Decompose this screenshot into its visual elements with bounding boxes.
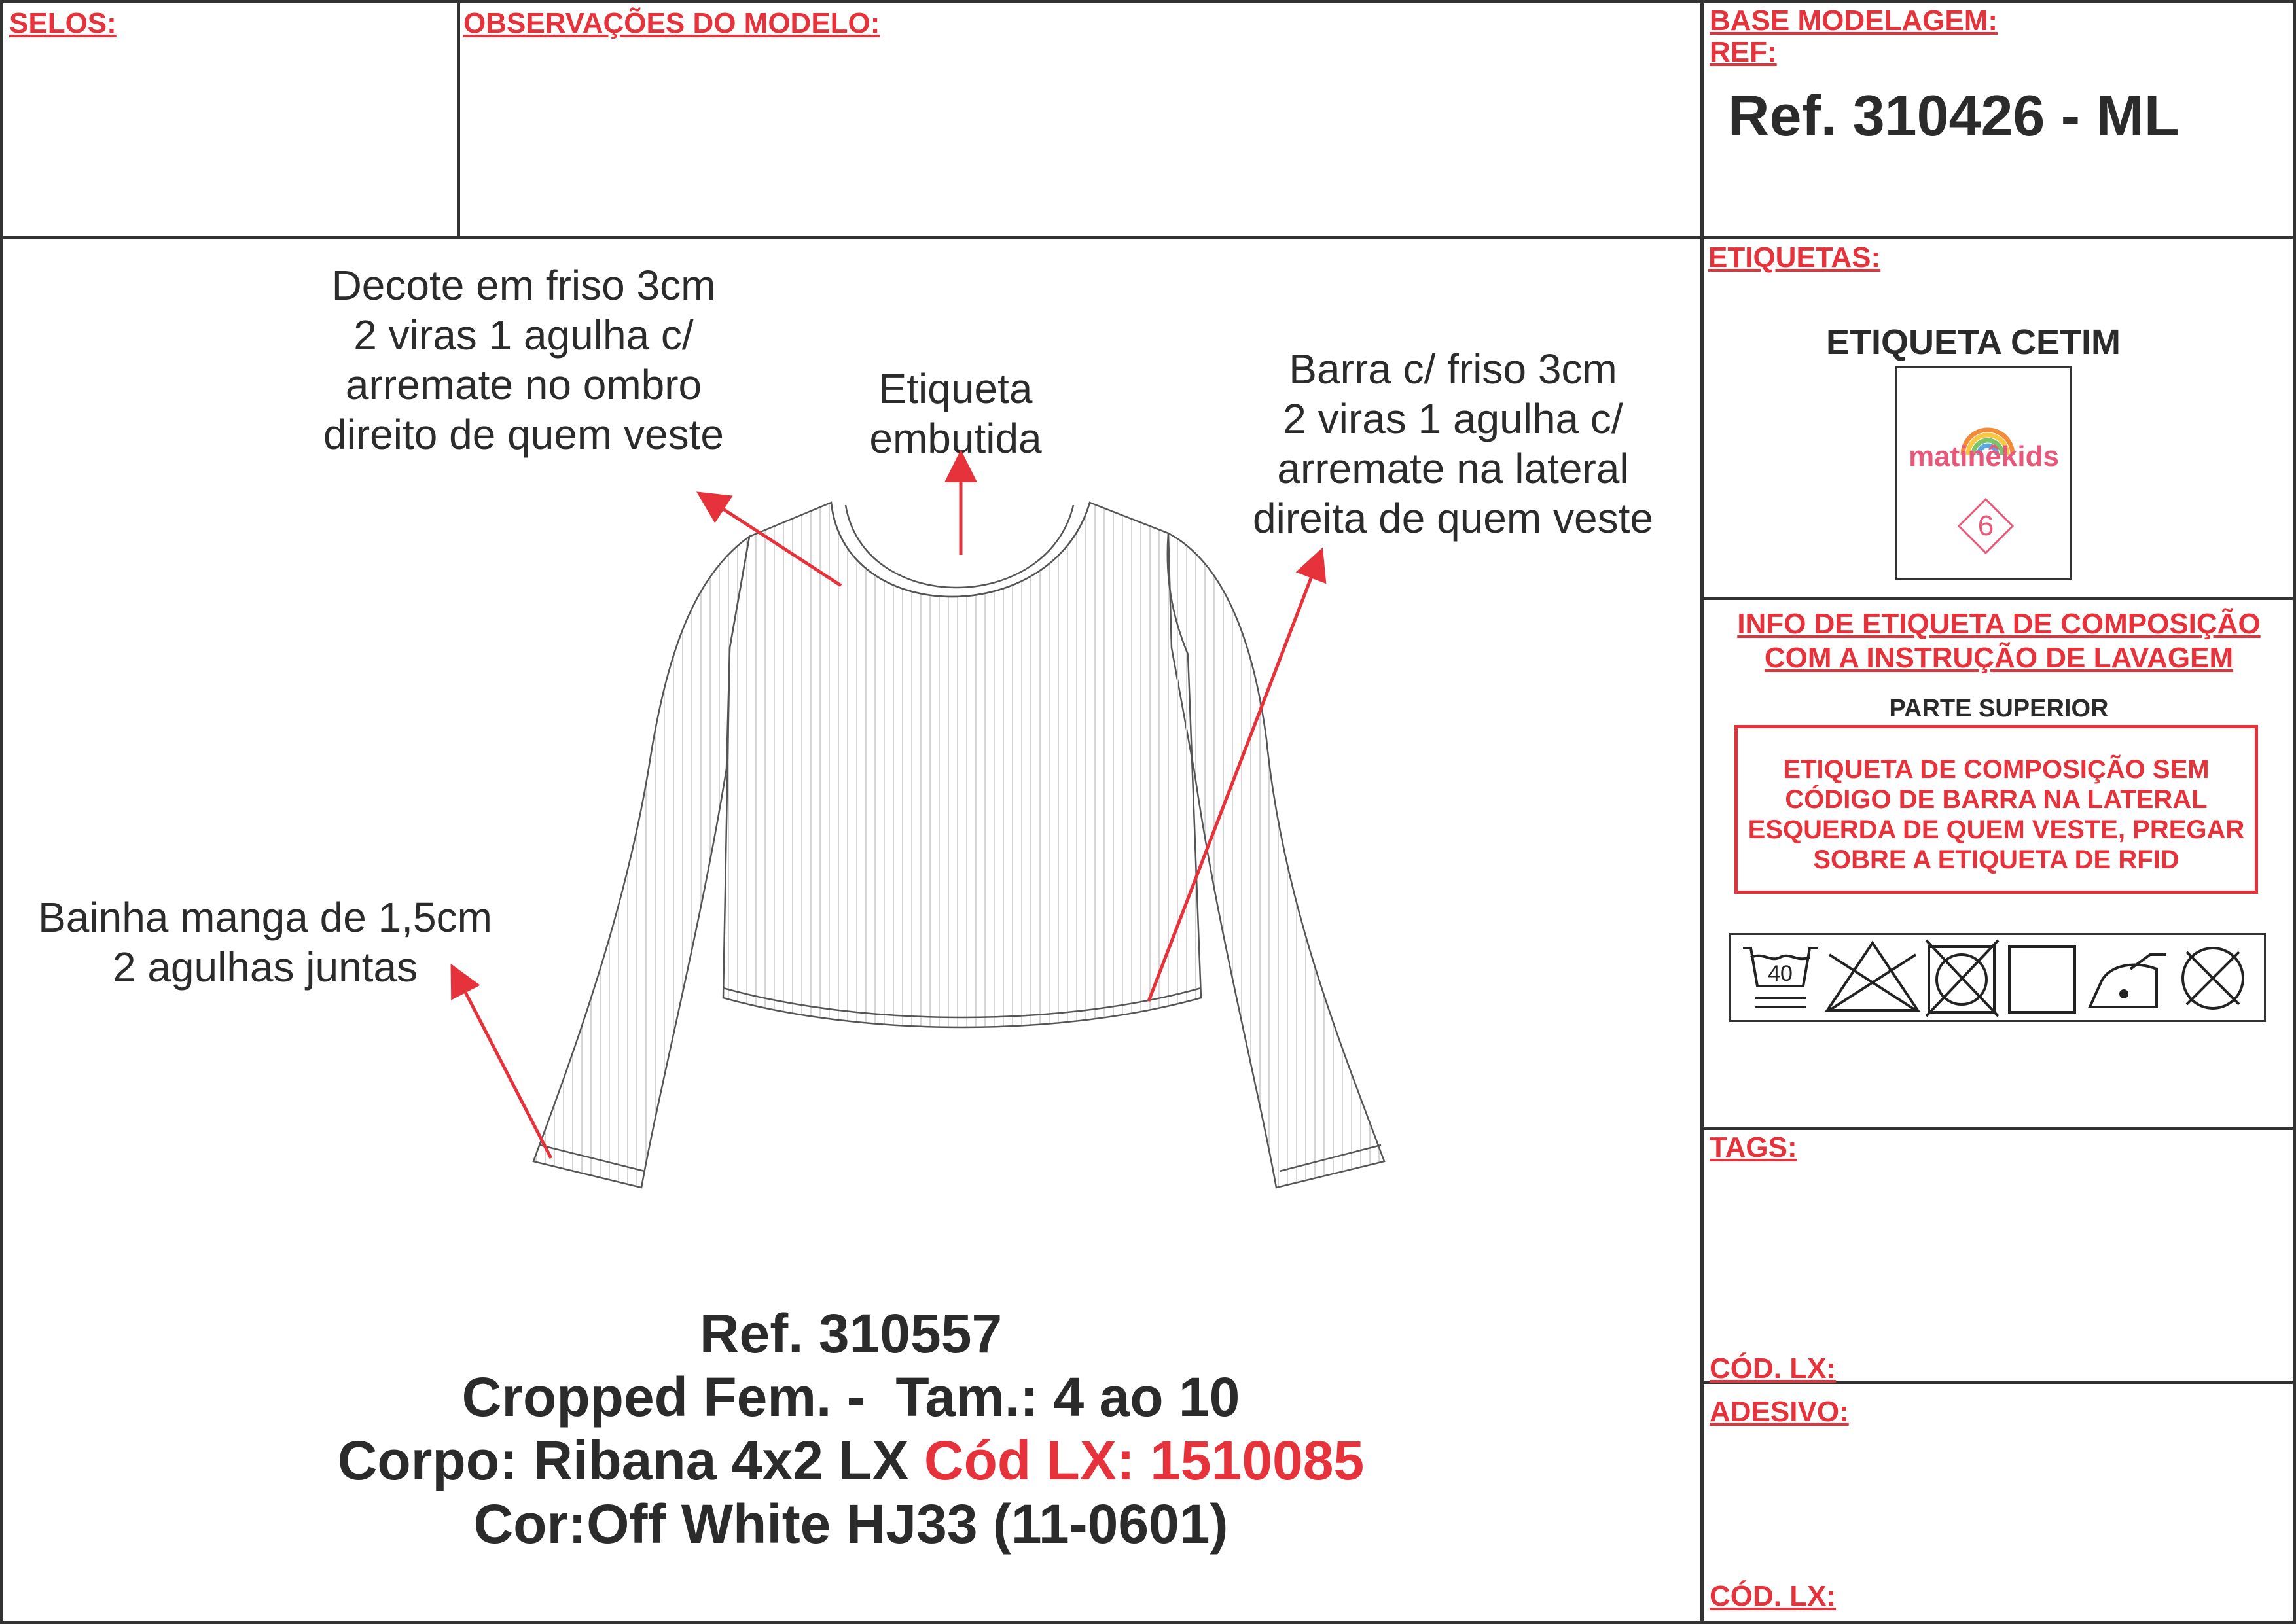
etiquetas-divider bbox=[1702, 597, 2296, 600]
brand-name: matinêkids bbox=[1909, 440, 2059, 472]
decote-line-2: 2 viras 1 agulha c/ bbox=[353, 311, 694, 359]
product-info bbox=[0, 1302, 1702, 1556]
size-value: 6 bbox=[1977, 510, 1994, 542]
wash-temp: 40 bbox=[1768, 961, 1793, 986]
composicao-line-4: SOBRE A ETIQUETA DE RFID bbox=[1813, 845, 2179, 874]
composicao-line-2: CÓDIGO DE BARRA NA LATERAL bbox=[1785, 785, 2208, 814]
product-ref: Ref. 310557 bbox=[699, 1303, 1003, 1364]
line-dry-icon bbox=[2009, 947, 2075, 1012]
right-sleeve bbox=[1168, 533, 1384, 1188]
do-not-bleach-icon bbox=[1827, 943, 1918, 1010]
composicao-line-3: ESQUERDA DE QUEM VESTE, PREGAR bbox=[1748, 815, 2245, 844]
base-ref-value: Ref. 310426 - ML bbox=[1728, 83, 2179, 148]
barra-line-2: 2 viras 1 agulha c/ bbox=[1283, 395, 1623, 442]
brand-label bbox=[1895, 366, 2072, 580]
etiqueta-line-1: Etiqueta bbox=[878, 365, 1033, 412]
selos-label: SELOS: bbox=[9, 7, 117, 39]
decote-line-3: arremate no ombro bbox=[345, 361, 702, 408]
decote-line-4: direito de quem veste bbox=[323, 411, 724, 458]
barra-line-3: arremate na lateral bbox=[1277, 445, 1629, 492]
composicao-title-line-1: INFO DE ETIQUETA DE COMPOSIÇÃO bbox=[1737, 608, 2261, 640]
composicao-title bbox=[1704, 607, 2293, 675]
base-modelagem-label: BASE MODELAGEM: bbox=[1710, 5, 1998, 37]
barra-line-4: direita de quem veste bbox=[1253, 495, 1653, 542]
ref-label: REF: bbox=[1710, 36, 1777, 68]
etiqueta-line-2: embutida bbox=[869, 415, 1042, 462]
material-cod-lx: Cód LX: 1510085 bbox=[924, 1430, 1365, 1491]
left-sleeve bbox=[533, 537, 749, 1188]
decote-line-1: Decote em friso 3cm bbox=[331, 262, 716, 309]
tags-label: TAGS: bbox=[1710, 1131, 1797, 1163]
material-text: Corpo: Ribana 4x2 LX bbox=[337, 1430, 924, 1491]
product-material bbox=[0, 1429, 1702, 1492]
etiqueta-cetim-title: ETIQUETA CETIM bbox=[1826, 323, 2121, 362]
bainha-line-2: 2 agulhas juntas bbox=[112, 944, 418, 991]
etiquetas-label: ETIQUETAS: bbox=[1708, 241, 1881, 274]
do-not-tumble-dry-icon bbox=[1926, 940, 1998, 1016]
composicao-title-line-2: COM A INSTRUÇÃO DE LAVAGEM bbox=[1764, 642, 2234, 674]
adesivo-label: ADESIVO: bbox=[1710, 1396, 1849, 1428]
composicao-line-1: ETIQUETA DE COMPOSIÇÃO SEM bbox=[1783, 755, 2210, 784]
observacoes-label: OBSERVAÇÕES DO MODELO: bbox=[463, 7, 880, 39]
product-color: Cor:Off White HJ33 (11-0601) bbox=[473, 1493, 1229, 1555]
care-symbols bbox=[1729, 933, 2266, 1022]
product-name: Cropped Fem. - Tam.: 4 ao 10 bbox=[461, 1366, 1240, 1428]
do-not-dry-clean-icon bbox=[2183, 948, 2243, 1008]
garment-body bbox=[723, 503, 1201, 1027]
iron-low-icon bbox=[2090, 955, 2166, 1007]
bainha-arrow bbox=[458, 978, 551, 1158]
tags-divider bbox=[1702, 1127, 2296, 1130]
composicao-instruction-box bbox=[1734, 725, 2258, 894]
parte-superior: PARTE SUPERIOR bbox=[1889, 695, 2109, 722]
tags-cod-lx: CÓD. LX: bbox=[1710, 1352, 1837, 1385]
barra-line-1: Barra c/ friso 3cm bbox=[1289, 345, 1617, 393]
bainha-line-1: Bainha manga de 1,5cm bbox=[38, 894, 492, 941]
adesivo-cod-lx: CÓD. LX: bbox=[1710, 1580, 1837, 1612]
